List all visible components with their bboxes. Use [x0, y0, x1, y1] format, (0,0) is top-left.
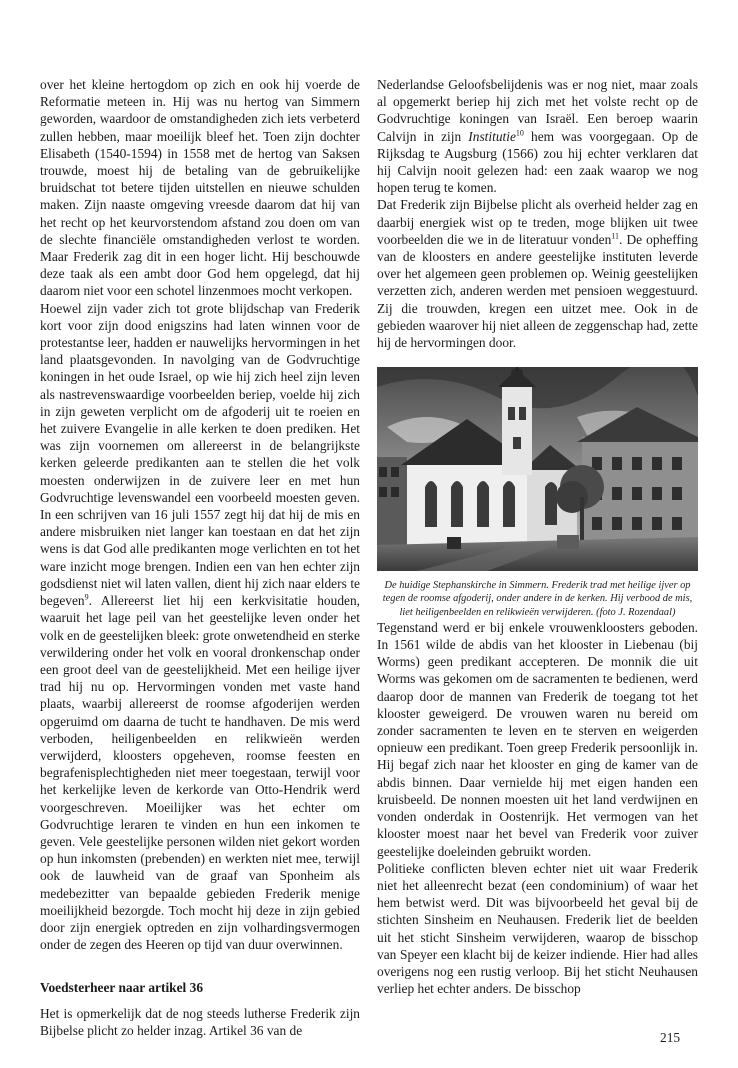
paragraph [377, 76, 698, 196]
paragraph: over het kleine hertogdom op zich en ook hij voerde de Reformatie meteen in. Hij was nu hertog van Simmern geworden, waardoor de omstandigheden zich iets verbeterd zullen hebben, maar moeilijk bleef het. Toen zijn dochter Elisabeth (1540-1594) in 1558 met de hertog van Saksen trouwde, moest hij de betaling van de gebruikelijke bruidschat tot betere tijden uitstellen en nieuwe schulden maken. Zijn naaste omgeving vreesde daarom dat hij van het recht op het keurvorstendom afstand zou doen om van de slechte financiële omstandigheden verlost te worden. Maar Frederik zag dit in een hoger licht. Hij beschouwde deze taak als een ambt door God hem opgelegd, dat hij daarom niet voor een schotel linzenmoes mocht verkopen. [40, 77, 360, 299]
church-photo [377, 367, 698, 571]
right-column [377, 76, 698, 997]
italic-title: Institutie [468, 128, 516, 144]
left-column [40, 76, 360, 1039]
paragraph-text: hem was voorgegaan. Op de Rijksdag te Augsburg (1566) zou hij echter verklaren dat hij Calvijn nooit gelezen had: een zaak waarop we nog hopen terug te komen. [377, 128, 698, 196]
paragraph: Tegenstand werd er bij enkele vrouwenkloosters geboden. In 1561 wilde de abdis van het klooster in Liebenau (bij Worms) geen predikant accepteren. De monnik die uit Worms was gekomen om de sacramenten te bedienen, werd daarop door de mannen van Frederik de toegang tot het klooster geweigerd. De vrouwen waren nu bereid om zonder sacramenten te leven en te sterven en weigerden opnieuw een predikant. Toen greep Frederik persoonlijk in. Hij begaf zich naar het klooster en ging de kamer van de abdis binnen. Daar vernielde hij met eigen handen een kruisbeeld. De nonnen moesten uit het land verdwijnen en vonden onderdak in Oostenrijk. Het vermogen van het klooster moest naar het bevel van Frederik voor zuiver geestelijke doeleinden gebruikt worden. [377, 619, 698, 859]
footnote-marker: 10 [515, 128, 524, 138]
paragraph [377, 196, 698, 351]
church-illustration [377, 367, 698, 571]
paragraph: Politieke conflicten bleven echter niet uit waar Frederik niet het alleenrecht bezat (een condominium) of waar het hem betwist werd. Dit was bijvoorbeeld het geval bij de stichten Sinsheim en Neuhausen. Frederik liet de beelden uit het sticht Sinsheim verwijderen, waarop de bisschop van Speyer een klacht bij de keizer indiende. Hier had alles overigens nog een rustig verloop. Bij het sticht Neuhausen verliep het echter anders. De bisschop [377, 860, 698, 997]
paragraph-text: Hoewel zijn vader zich tot grote blijdschap van Frederik kort voor zijn dood enigszins had laten winnen voor de protestantse leer, hadden er nauwelijks hervormingen in het land plaatsgevonden. In navolging van de Godvruchtige koningen in het oude Israel, op wie hij zich heel zijn leven als nastrevenswaardige voorbeelden beriep, voelde hij zich in zijn geweten verplicht om de afgoderij uit te roeien en het zuivere Evangelie in alle kerken te doen prediken. Het was zijn voornemen om allereerst in de belangrijkste kerken geleerde predikanten aan te stellen die het volk moesten onderwijzen in de zuivere leer en met hun Godvruchtige levenswandel een voorbeeld moesten geven. In een schrijven van 16 juli 1557 zegt hij dat hij de mis en andere misbruiken niet langer kan toestaan en dat het zijn wens is dat God alle predikanten moge verlichten en tot het ware inzicht moge brengen. Indien een van hen echter zijn godsdienst niet wil laten vallen, dient hij zich naar elders te begeven [40, 300, 360, 609]
paragraph [40, 300, 360, 954]
page-number: 215 [660, 1030, 681, 1045]
footnote-marker: 11 [611, 231, 620, 241]
paragraph: Het is opmerkelijk dat de nog steeds lutherse Frederik zijn Bijbelse plicht zo helder inzag. Artikel 36 van de [40, 1005, 360, 1038]
paragraph-text: . De opheffing van de kloosters en andere geestelijke instituten leverde over het algemeen geen problemen op. Weinig geestelijken verzetten zich, anderen werden met pensioen weggestuurd. Zij die trouwden, kregen een uitzet mee. Ook in de gebieden waarover hij niet alleen de zeggenschap had, zette hij de hervormingen door. [377, 231, 698, 351]
paragraph-text: Dat Frederik zijn Bijbelse plicht als overheid helder zag en daarbij energiek wist op te treden, moge blijken uit twee voorbeelden die we in de literatuur vonden [377, 197, 698, 247]
paragraph-text: . Allereerst liet hij een kerkvisitatie houden, waaruit het lage peil van het geestelijke leven onder het volk en de geestelijken bleek: grote onwetendheid en sterke verwildering onder het volk en vooral dronkenschap onder een groot deel van de geestelijkheid. Met een heilige ijver trad hij nu op. Hervormingen vonden met vaste hand plaats, waarbij allereerst de roomse afgoderijen werden opgeruimd om daarna de tucht te handhaven. De mis werd verboden, heiligenbeelden en relikwieën werden verwijderd, kloosters opgeheven, roomse feesten en begrafenisplechtigheden niet meer toegestaan, terwijl voor het kerkelijke leven de kerkorde van Otto-Hendrik werd voorgeschreven. Moeilijker was het echter om Godvruchtige leraren te vinden en hun een inkomen te geven. Vele geestelijke personen wilden niet gekort worden op hun inkomsten (prebenden) en werkten niet mee, terwijl ook de lauwheid van de graaf van Sponheim als medebezitter van bepaalde gebieden Frederik menige moeilijkheid bezorgde. Toch mocht hij deze in zijn gebied door zijn energiek optreden en zijn volhardingsvermogen onder de zegen des Heeren op tijd van duur overwinnen. [40, 593, 360, 953]
photo-caption: De huidige Stephanskirche in Simmern. Frederik trad met heilige ijver op tegen de roomse afgoderij, onder andere in de kerken. Hij verbood de mis, liet heiligenbeelden en relikwieën verwijderen. (foto J. Rozendaal) [382, 580, 693, 618]
paragraph-text: Nederlandse Geloofsbelijdenis was er nog niet, maar zoals al opgemerkt beriep hij zich met het volste recht op de Godvruchtige koningen van Israël. Een beroep waarin Calvijn in zijn [377, 77, 698, 144]
section-heading: Voedsterheer naar artikel 36 [40, 980, 204, 996]
footnote-marker: 9 [84, 592, 89, 602]
